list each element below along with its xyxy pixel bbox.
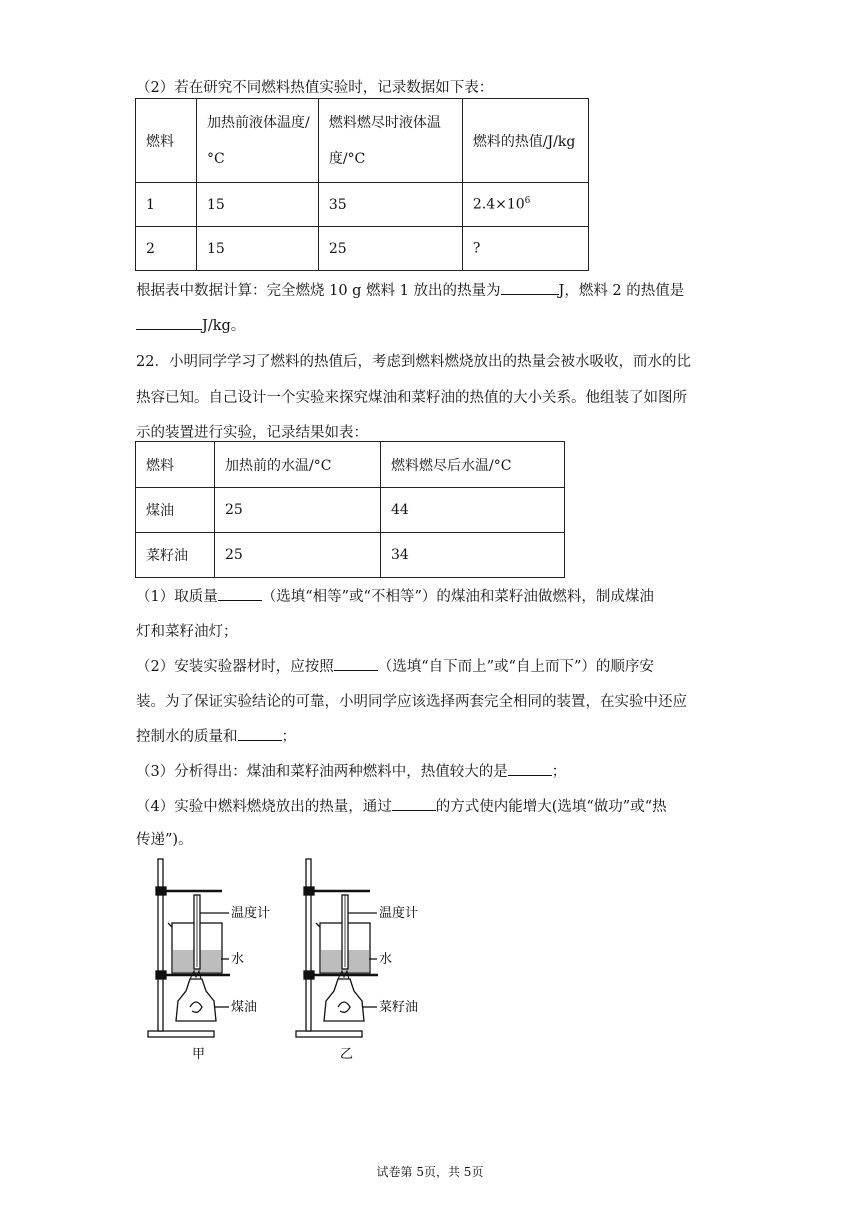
page-footer: 试卷第 5页，共 5页 — [376, 1165, 484, 1179]
cell-after: 34 — [381, 533, 565, 578]
caption-left: 甲 — [192, 1047, 206, 1062]
cell-fuel: 2 — [136, 227, 197, 271]
table-row — [136, 488, 565, 533]
cell-fuel: 1 — [136, 183, 197, 227]
header-fuel: 燃料 — [136, 442, 215, 488]
heat-value-base: 2.4×10 — [472, 196, 525, 213]
q22-part4-line2: 传递”)。 — [136, 832, 193, 848]
p2-text-d: ； — [281, 729, 296, 745]
q22-part4-line1 — [136, 795, 667, 816]
label-fuel-left: 煤油 — [231, 1000, 258, 1015]
p2-text-c: 控制水的质量和 — [136, 729, 238, 745]
fuel-heat-table — [135, 98, 589, 271]
label-fuel-right: 菜籽油 — [379, 1000, 419, 1015]
cell-after: 44 — [381, 488, 565, 533]
table-header-row — [136, 99, 589, 183]
cell-fuel: 菜籽油 — [136, 533, 215, 578]
q22-part3 — [136, 760, 566, 781]
p2-text-a: （2）安装实验器材时，应按照 — [136, 659, 334, 675]
water-temp-table — [135, 441, 565, 578]
cell-heat-value — [462, 183, 588, 227]
q22-stem-line3: 示的装置进行实验，记录结果如表： — [136, 425, 368, 441]
answer-blank-heat[interactable] — [501, 280, 559, 295]
p2-text-b: （选填“自下而上”或“自上而下”）的顺序安 — [377, 659, 654, 675]
label-thermometer-right: 温度计 — [379, 906, 419, 921]
heat-value-base: ? — [472, 240, 481, 257]
answer-blank-heat-value[interactable] — [136, 315, 202, 330]
table-header-row — [136, 442, 565, 488]
q22-part1-line2: 灯和菜籽油灯； — [136, 624, 238, 640]
apparatus-left — [148, 859, 230, 1037]
calc-text-b: J，燃料 2 的热值是 — [558, 283, 685, 299]
apparatus-right — [296, 859, 378, 1037]
header-temp-before: 加热前的水温/°C — [215, 442, 381, 488]
q22-part2-line3 — [136, 725, 296, 746]
answer-blank-p1[interactable] — [218, 586, 262, 601]
q22-stem-line1: 22．小明同学学习了燃料的热值后，考虑到燃料燃烧放出的热量会被水吸收，而水的比 — [136, 354, 691, 370]
label-water-left: 水 — [231, 952, 245, 967]
q21-calc-line1 — [136, 279, 684, 300]
answer-blank-p2-order[interactable] — [334, 656, 378, 671]
q21-calc-line2 — [136, 314, 245, 335]
caption-right: 乙 — [340, 1047, 354, 1062]
q22-part1-line1 — [136, 585, 654, 606]
cell-before: 25 — [215, 533, 381, 578]
answer-blank-p3[interactable] — [508, 761, 552, 776]
p4-text-b: 的方式使内能增大(选填“做功”或“热 — [435, 799, 667, 815]
calc-text-c: J/kg。 — [202, 318, 246, 334]
p3-text-a: （3）分析得出：煤油和菜籽油两种燃料中，热值较大的是 — [136, 764, 508, 780]
label-thermometer-left: 温度计 — [231, 906, 271, 921]
p4-text-a: （4）实验中燃料燃烧放出的热量，通过 — [136, 799, 392, 815]
cell-before: 15 — [196, 227, 318, 271]
p1-text-b: （选填“相等”或“不相等”）的煤油和菜籽油做燃料，制成煤油 — [261, 589, 654, 605]
header-heat-value: 燃料的热值/J/kg — [462, 99, 588, 183]
table-row — [136, 533, 565, 578]
table-row — [136, 183, 589, 227]
header-temp-before: 加热前液体温度/°C — [196, 99, 318, 183]
p1-text-a: （1）取质量 — [136, 589, 218, 605]
p3-text-b: ； — [551, 764, 567, 780]
cell-after: 35 — [318, 183, 462, 227]
cell-fuel: 煤油 — [136, 488, 215, 533]
q22-part2-line1 — [136, 655, 654, 676]
table-row — [136, 227, 589, 271]
q22-stem-line2: 热容已知。自己设计一个实验来探究煤油和菜籽油的热值的大小关系。他组装了如图所 — [136, 390, 687, 406]
header-fuel: 燃料 — [136, 99, 197, 183]
answer-blank-p4[interactable] — [392, 796, 436, 811]
label-water-right: 水 — [379, 952, 393, 967]
heat-value-exponent: 6 — [524, 196, 531, 207]
answer-blank-p2-control[interactable] — [238, 726, 282, 741]
cell-before: 25 — [215, 488, 381, 533]
cell-heat-value — [462, 227, 588, 271]
header-temp-after: 燃料燃尽后水温/°C — [381, 442, 565, 488]
q22-part2-line2: 装。为了保证实验结论的可靠，小明同学应该选择两套完全相同的装置，在实验中还应 — [136, 694, 687, 710]
cell-before: 15 — [196, 183, 318, 227]
q21-part2-intro: （2）若在研究不同燃料热值实验时，记录数据如下表： — [136, 80, 494, 96]
header-temp-after: 燃料燃尽时液体温度/°C — [318, 99, 462, 183]
cell-after: 25 — [318, 227, 462, 271]
experiment-figure — [140, 855, 440, 1070]
calc-text-a: 根据表中数据计算：完全燃烧 10 g 燃料 1 放出的热量为 — [136, 283, 501, 299]
